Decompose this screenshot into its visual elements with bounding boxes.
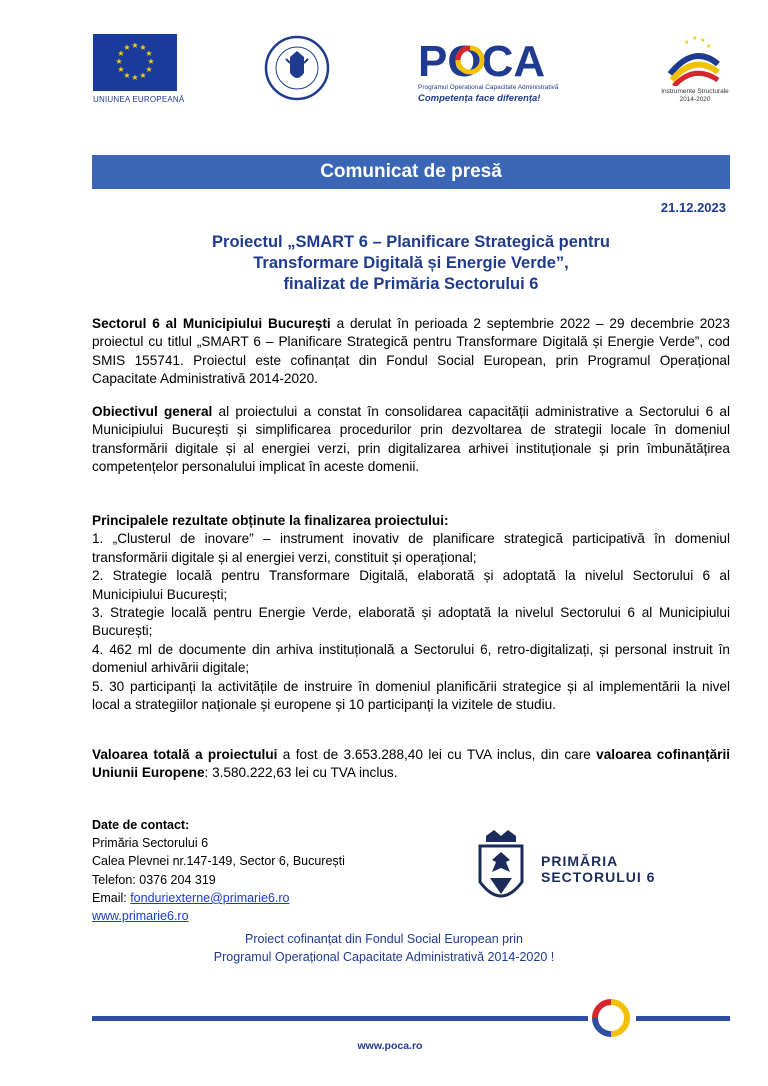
svg-text:★: ★: [692, 36, 698, 42]
value-bold-2: valoarea cofinanțării Uniunii Europene: [92, 747, 730, 781]
result-item: 4. 462 ml de documente din arhiva instituțională a Sectorului 6, retro-digitalizați, și personal instruit în domeniul arhivării digitale;: [92, 641, 730, 676]
svg-text:★: ★: [131, 41, 139, 50]
title-line-2: Transformare Digitală și Energie Verde”,: [253, 254, 569, 272]
poca-logo-text: POCA: [418, 37, 546, 84]
title-line-1: Proiectul „SMART 6 – Planificare Strategică pentru: [212, 233, 610, 251]
government-seal-logo: [264, 35, 330, 101]
paragraph-intro-bold: Sectorul 6 al Municipiului București: [92, 316, 331, 331]
value-text-1: a fost de 3.653.288,40 lei cu TVA inclus, din care: [277, 747, 597, 762]
footer-url-link[interactable]: www.poca.ro: [357, 1040, 423, 1052]
svg-text:★: ★: [117, 49, 125, 58]
paragraph-objective: [92, 403, 730, 477]
contact-email-link[interactable]: fonduriexterne@primarie6.ro: [130, 890, 290, 905]
cofinancing-note-line1: Proiect cofinanțat din Fondul Social European prin: [245, 932, 523, 946]
contact-website-link[interactable]: www.primarie6.ro: [92, 909, 189, 924]
value-text-2: : 3.580.222,63 lei cu TVA inclus.: [204, 765, 398, 781]
instrumente-structurale-label: [650, 88, 740, 104]
primaria-name-line1: PRIMĂRIA: [541, 853, 619, 869]
svg-text:★: ★: [706, 44, 712, 50]
result-item: 2. Strategie locală pentru Transformare Digitală, elaborată și adoptată la nivelul Sectorului 6 al Municipiului București;: [92, 568, 730, 602]
value-bold-1: Valoarea totală a proiectului: [92, 747, 278, 762]
cofinancing-note: [92, 930, 676, 966]
svg-text:★: ★: [139, 43, 147, 52]
paragraph-objective-text: al proiectului a constat în consolidarea capacității administrative a Sectorului 6 al Municipiului București și simplificarea procedurilor prin dezvoltarea de strategii locale în domeniul transformării digitale și al energiei verzi, prin digitalizarea arhivei instituționale și prin îmbunătățirea competențelor personalului implicat în aceste domenii.: [92, 404, 730, 475]
release-date: 21.12.2023: [660, 200, 726, 215]
poca-footer-logo: [588, 995, 634, 1041]
document-title: [92, 232, 730, 295]
press-release-banner: Comunicat de presă: [92, 155, 730, 189]
contact-address: Calea Plevnei nr.147-149, Sector 6, București: [92, 854, 345, 869]
contact-label: Date de contact:: [92, 818, 190, 832]
instrumente-structurale-logo: [664, 34, 724, 86]
contact-email-row: [92, 889, 345, 907]
paragraph-value: [92, 746, 730, 783]
svg-text:★: ★: [700, 38, 706, 44]
results-heading: Principalele rezultate obținute la finalizarea proiectului:: [92, 513, 449, 528]
paragraph-objective-bold: Obiectivul general: [92, 404, 213, 419]
svg-text:★: ★: [139, 71, 147, 80]
svg-text:★: ★: [131, 73, 139, 82]
svg-text:★: ★: [115, 57, 123, 66]
title-line-3: finalizat de Primăria Sectorului 6: [283, 275, 539, 293]
contact-org: Primăria Sectorului 6: [92, 836, 209, 851]
primaria-sector6-crest-logo: [472, 828, 530, 912]
eu-label: UNIUNEA EUROPEANĂ: [93, 95, 185, 104]
eu-flag-logo: [93, 34, 177, 91]
poca-subtitle: Programul Operațional Capacitate Administrativă: [418, 84, 559, 91]
instrumente-structurale-label-line2: 2014-2020: [679, 96, 711, 103]
paragraph-intro: [92, 315, 730, 389]
contact-block: [92, 816, 345, 925]
svg-text:★: ★: [123, 71, 131, 80]
footer-divider-right: [636, 1016, 730, 1021]
svg-text:★: ★: [117, 65, 125, 74]
primaria-sector6-name: [541, 853, 655, 885]
contact-phone: Telefon: 0376 204 319: [92, 872, 216, 887]
svg-text:★: ★: [684, 40, 690, 46]
svg-text:★: ★: [145, 65, 153, 74]
result-item: 1. „Clusterul de inovare” – instrument inovativ de planificare strategică participativă în domeniul transformării digitale și al energiei verzi, constituit și operațional;: [92, 531, 730, 565]
result-item: 5. 30 participanți la activitățile de instruire în domeniul planificării strategice și al implementării la nivel local a strategiilor naționale și europene și 10 participanți la vizitele de studiu.: [92, 678, 730, 713]
svg-text:★: ★: [147, 57, 155, 66]
results-section: [92, 512, 730, 714]
primaria-name-line2: SECTORULUI 6: [541, 869, 656, 885]
paragraph-intro-text: a derulat în perioada 2 septembrie 2022 – 29 decembrie 2023 proiectul cu titlul „SMART 6 – Planificare Strategică pentru Transformare Digitală și Energie Verde”, cod SMIS 155741. Proiectul este cofinanțat din Fondul Social European, prin Programul Operațional Capacitate Administrativă 2014-2020.: [92, 316, 730, 387]
poca-logo: [418, 36, 578, 84]
result-item: 3. Strategie locală pentru Energie Verde, elaborată și adoptată la nivelul Sectorului 6 al Municipiului București;: [92, 605, 730, 639]
footer-divider-left: [92, 1016, 588, 1021]
svg-text:★: ★: [145, 49, 153, 58]
contact-email-label: Email:: [92, 890, 131, 905]
instrumente-structurale-label-line1: Instrumente Structurale: [661, 88, 729, 95]
svg-text:★: ★: [123, 43, 131, 52]
cofinancing-note-line2: Programul Operațional Capacitate Administrativă 2014-2020 !: [213, 950, 555, 964]
poca-motto: Competența face diferența!: [418, 93, 541, 104]
